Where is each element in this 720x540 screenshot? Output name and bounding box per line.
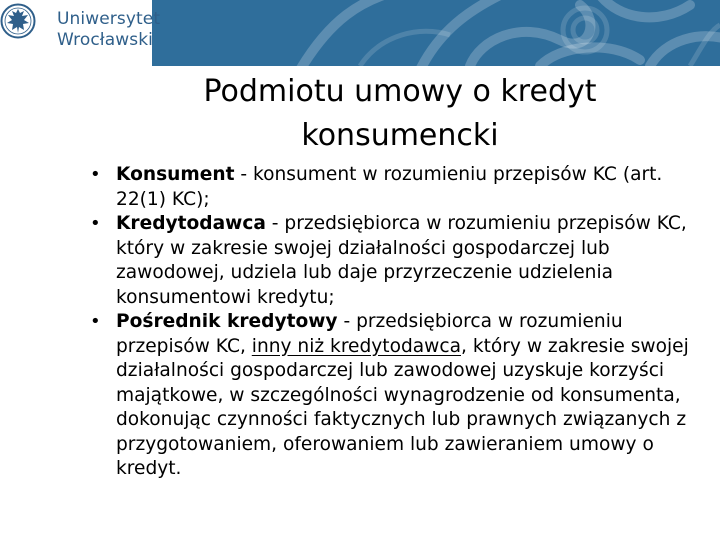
bullet-text: - przedsiębiorca w rozumieniu przepisów KC, który w zakresie swojej działalności gospodarczej lub zawodowej, udziela lub daje przyrzeczenie udzielenia konsumentowi kredytu;: [116, 213, 687, 308]
bullet-term: Kredytodawca: [116, 213, 266, 234]
title-line-2: konsumencki: [301, 118, 499, 153]
bullet-list: [90, 163, 702, 482]
header-band: [0, 0, 720, 66]
bullet-item-kredytodawca: [90, 212, 702, 310]
university-eagle-crest-icon: [0, 0, 36, 42]
logo-panel: [0, 0, 161, 66]
title-line-1: Podmiotu umowy o kredyt: [203, 74, 597, 109]
bullet-dot-icon: •: [90, 311, 101, 332]
logo-line-2: Wrocławski: [57, 30, 153, 50]
slide-title: [120, 70, 680, 158]
university-logo-text: [57, 9, 160, 51]
bullet-text: - konsument w rozumieniu przepisów KC (art. 22(1) KC);: [116, 164, 663, 210]
bullet-text: - przedsiębiorca w rozumieniu przepisów KC,: [116, 311, 623, 357]
bullet-underlined-text: inny niż kredytodawca: [251, 335, 461, 357]
bullet-item-posrednik: [90, 310, 702, 482]
bullet-term: Konsument: [116, 164, 235, 185]
bullet-dot-icon: •: [90, 164, 101, 185]
bullet-item-konsument: [90, 163, 702, 212]
bullet-text: , który w zakresie swojej działalności gospodarczej lub zawodowej uzyskuje korzyści majątkowe, w szczególności wynagrodzenie od konsumenta, dokonując czynności faktycznych lub prawnych związanych z przygotowaniem, oferowaniem lub zawieraniem umowy o kredyt.: [116, 335, 689, 479]
bullet-term: Pośrednik kredytowy: [116, 311, 338, 332]
logo-line-1: Uniwersytet: [57, 9, 161, 29]
bullet-dot-icon: •: [90, 213, 101, 234]
